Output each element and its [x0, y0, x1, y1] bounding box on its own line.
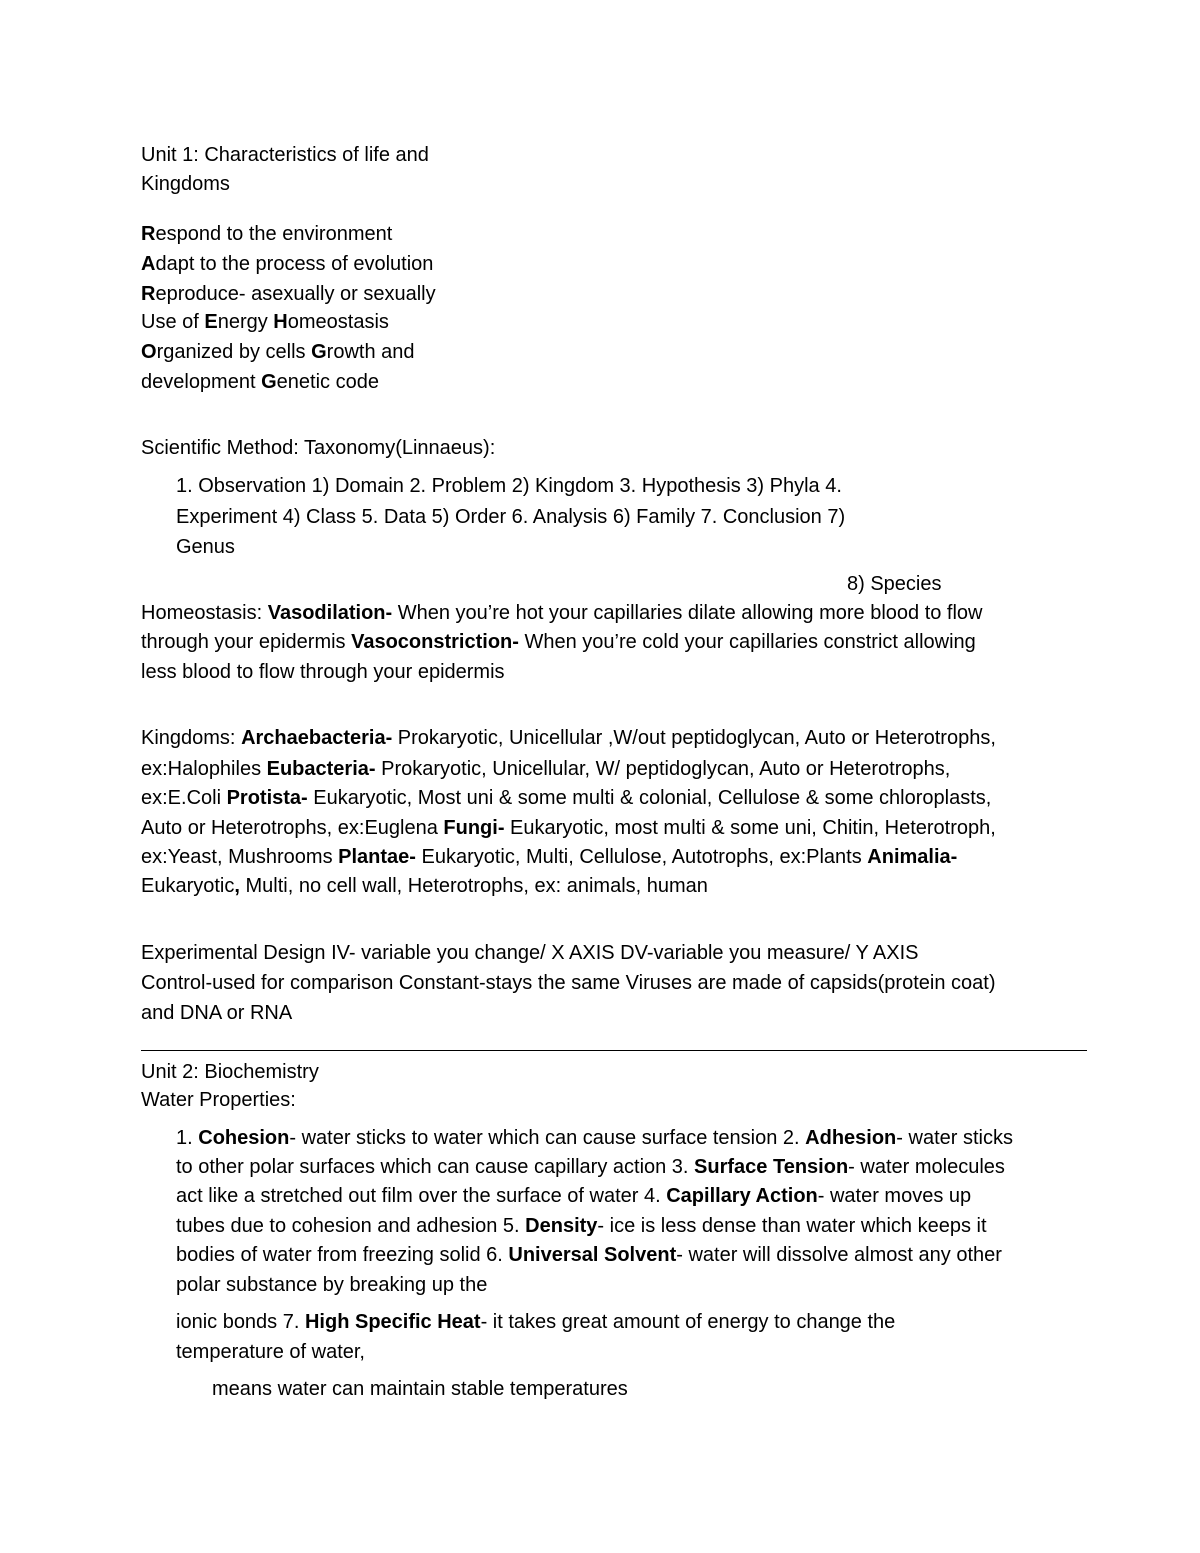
homeostasis-line: Homeostasis: Vasodilation- When you’re hot your capillaries dilate allowing more blood to flow — [141, 602, 983, 624]
kingdoms-line: Eukaryotic, Multi, no cell wall, Heterotrophs, ex: animals, human — [141, 875, 708, 897]
water-properties-heading: Water Properties: — [141, 1089, 296, 1111]
water-property-line: tubes due to cohesion and adhesion 5. Density- ice is less dense than water which keeps it — [176, 1215, 987, 1237]
water-property-line: temperature of water, — [176, 1341, 365, 1363]
homeostasis-line: through your epidermis Vasoconstriction- When you’re cold your capillaries constrict allowing — [141, 631, 976, 653]
water-property-line: means water can maintain stable temperatures — [212, 1378, 628, 1400]
kingdoms-line: Kingdoms: Archaebacteria- Prokaryotic, Unicellular ,W/out peptidoglycan, Auto or Heterotrophs, — [141, 727, 996, 749]
unit2-title: Unit 2: Biochemistry — [141, 1061, 319, 1083]
kingdoms-line: ex:E.Coli Protista- Eukaryotic, Most uni & some multi & colonial, Cellulose & some chloroplasts, — [141, 787, 992, 809]
water-property-line: to other polar surfaces which can cause capillary action 3. Surface Tension- water molecules — [176, 1156, 1005, 1178]
water-property-line: 1. Cohesion- water sticks to water which can cause surface tension 2. Adhesion- water sticks — [176, 1127, 1013, 1149]
trait-energy-homeostasis: Use of Energy Homeostasis — [141, 311, 389, 333]
kingdoms-line: ex:Halophiles Eubacteria- Prokaryotic, Unicellular, W/ peptidoglycan, Auto or Heterotrophs, — [141, 758, 951, 780]
kingdoms-line: Auto or Heterotrophs, ex:Euglena Fungi- Eukaryotic, most multi & some uni, Chitin, Heterotroph, — [141, 817, 996, 839]
exp-design-line: Control-used for comparison Constant-stays the same Viruses are made of capsids(protein coat) — [141, 972, 996, 994]
homeostasis-line: less blood to flow through your epidermis — [141, 661, 505, 683]
sci-method-line: 1. Observation 1) Domain 2. Problem 2) Kingdom 3. Hypothesis 3) Phyla 4. — [176, 475, 842, 497]
sci-method-heading: Scientific Method: Taxonomy(Linnaeus): — [141, 437, 496, 459]
unit1-title-cont: Kingdoms — [141, 173, 230, 195]
unit1-title: Unit 1: Characteristics of life and — [141, 144, 429, 166]
trait-respond: Respond to the environment — [141, 223, 393, 245]
water-property-line: polar substance by breaking up the — [176, 1274, 488, 1296]
water-property-line: ionic bonds 7. High Specific Heat- it takes great amount of energy to change the — [176, 1311, 896, 1333]
trait-adapt: Adapt to the process of evolution — [141, 253, 434, 275]
sci-method-line: Experiment 4) Class 5. Data 5) Order 6. Analysis 6) Family 7. Conclusion 7) — [176, 506, 846, 528]
section-divider — [141, 1050, 1087, 1051]
trait-genetic-code: development Genetic code — [141, 371, 379, 393]
water-property-line: act like a stretched out film over the surface of water 4. Capillary Action- water moves up — [176, 1185, 972, 1207]
trait-organized-growth: Organized by cells Growth and — [141, 341, 415, 363]
kingdoms-line: ex:Yeast, Mushrooms Plantae- Eukaryotic, Multi, Cellulose, Autotrophs, ex:Plants Animalia- — [141, 846, 958, 868]
exp-design-line: and DNA or RNA — [141, 1002, 293, 1024]
sci-method-line: 8) Species — [847, 573, 942, 595]
water-property-line: bodies of water from freezing solid 6. Universal Solvent- water will dissolve almost any other — [176, 1244, 1002, 1266]
sci-method-line: Genus — [176, 536, 235, 558]
exp-design-line: Experimental Design IV- variable you change/ X AXIS DV-variable you measure/ Y AXIS — [141, 942, 919, 964]
trait-reproduce: Reproduce- asexually or sexually — [141, 283, 436, 305]
